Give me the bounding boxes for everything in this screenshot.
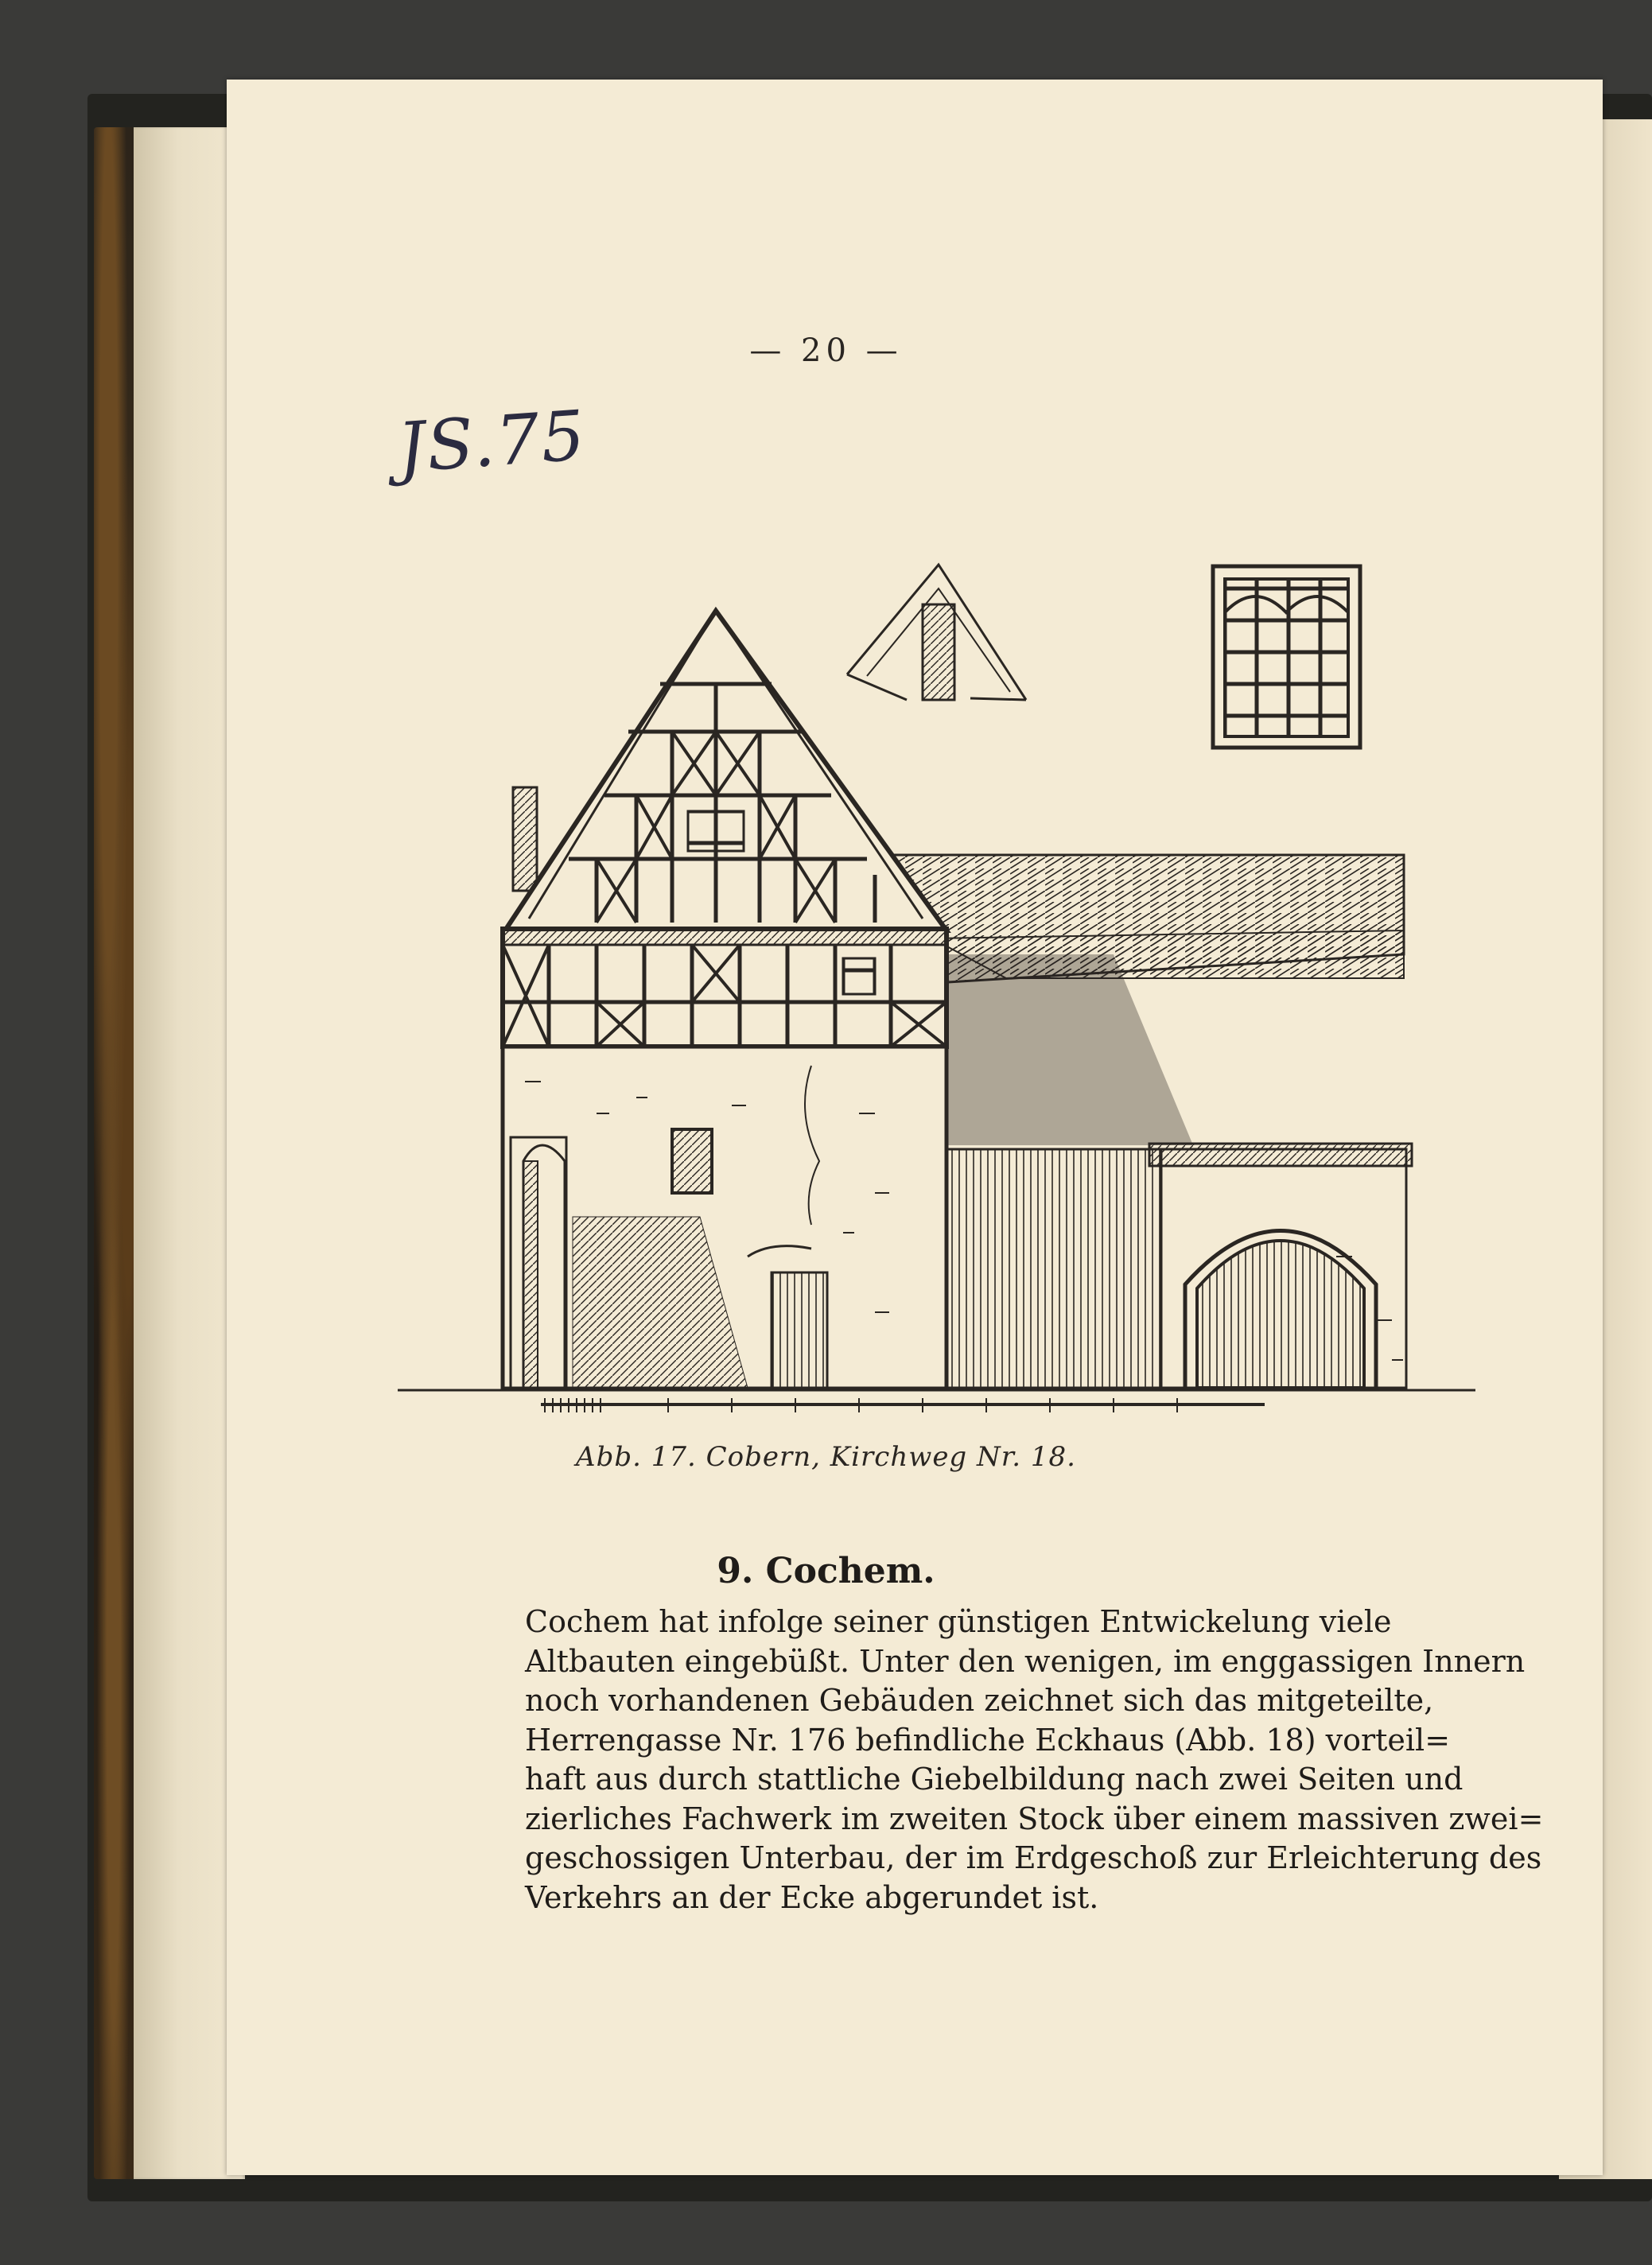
section-heading: 9. Cochem.: [717, 1551, 935, 1591]
chimney: [513, 787, 537, 891]
half-timbered-house-drawing: [398, 557, 1487, 1455]
text-line: Verkehrs an der Ecke abgerundet ist.: [525, 1879, 1099, 1915]
window-detail: [1213, 566, 1360, 748]
figure-caption: Abb. 17. Cobern, Kirchweg Nr. 18.: [576, 1441, 1076, 1473]
gable-detail: [847, 565, 1026, 700]
page-number: — 20 —: [749, 332, 903, 369]
text-line: haft aus durch stattliche Giebelbildung nach zwei Seiten und: [525, 1762, 1463, 1797]
text-line: geschossigen Unterbau, der im Erdgeschoß zur Erleichterung des: [525, 1840, 1542, 1875]
scale-bar: [398, 1390, 1475, 1412]
text-line: Altbauten eingebüßt. Unter den wenigen, im enggassigen Innern: [525, 1643, 1526, 1679]
text-line: zierliches Fachwerk im zweiten Stock über einem massiven zwei=: [525, 1801, 1544, 1836]
handwritten-note: JS.75: [395, 395, 589, 489]
text-line: noch vorhandenen Gebäuden zeichnet sich das mitgeteilte,: [525, 1683, 1434, 1718]
barn: [946, 1144, 1412, 1388]
text-line: Herrengasse Nr. 176 befindliche Eckhaus (Abb. 18) vorteil=: [525, 1722, 1451, 1758]
timber-storey: [503, 929, 946, 1047]
body-paragraph: [525, 1603, 1544, 1917]
text-line: Cochem hat infolge seiner günstigen Entwickelung viele: [525, 1604, 1392, 1639]
side-roof: [883, 855, 1404, 1145]
